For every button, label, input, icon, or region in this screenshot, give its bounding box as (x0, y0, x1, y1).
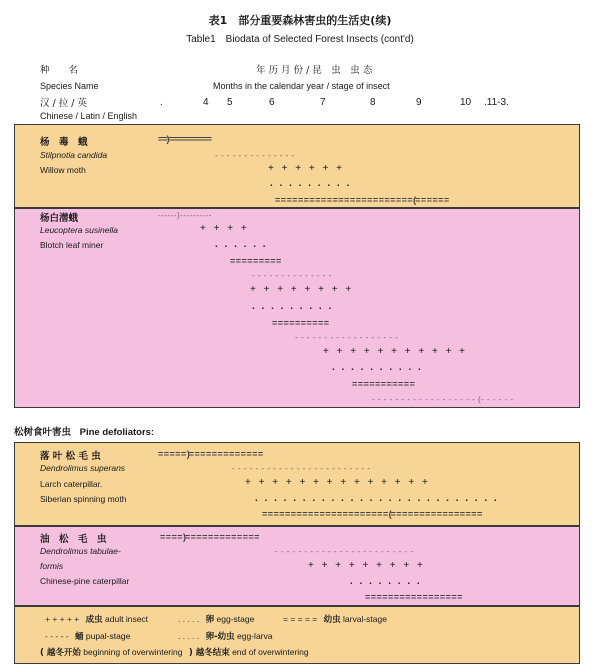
legend-item-egg-larva (178, 630, 272, 642)
adult-stage-bar: + + + + + + (268, 163, 345, 174)
month-label: 5 (227, 97, 233, 108)
larva-stage-bar: = = = = = )= = = = = = = = = = = = = (158, 449, 263, 459)
legend-label-en: adult insect (105, 614, 149, 624)
species-name-latin: Dendrolimus tabulae- (40, 546, 121, 556)
month-label: 9 (416, 97, 422, 108)
species-name-latin-cont: formis (40, 561, 64, 571)
month-label: . (160, 97, 163, 108)
month-label: 6 (269, 97, 275, 108)
species-name-latin: Dendrolimus superans (40, 463, 126, 473)
larva-stage-bar: ==)========== (158, 134, 212, 144)
egg-stage-bar: . . . . . . . . . (252, 301, 334, 312)
species-name-latin: Leucoptera susinella (40, 225, 118, 235)
pupa-stage-bar: ------)---------- (158, 211, 212, 220)
legend-symbol: . . . . . (178, 614, 200, 624)
legend-label-cn: 蛹 (74, 632, 84, 642)
adult-stage-bar: + + + + + + + + + + + (323, 346, 468, 357)
legend-item-pupa (45, 630, 130, 642)
species-name-cn: 杨 毒 蛾 (40, 137, 88, 148)
larva-stage-bar: = = = = = = = = = = = = = = = = = = = = = = = = (= = = = = = (275, 195, 449, 205)
larva-stage-bar: = = = = )= = = = = = = = = = = = = (160, 532, 259, 542)
egg-stage-bar: . . . . . . . . . . (332, 362, 423, 373)
legend-label-cn: 幼虫 (323, 615, 341, 625)
pupa-stage-bar: - - - - - - - - - - - - - - - - - - (295, 333, 399, 342)
species-langs-header-en: Chinese / Latin / English (40, 111, 138, 121)
legend-begin-cn: ( 越冬开始 (40, 648, 81, 658)
egg-stage-bar: . . . . . . . . . . . . . . . . . . . . . . . . . . (255, 493, 499, 504)
pupa-stage-bar: - - - - - - - - - - - - - - - - - - (- - - - - - (372, 395, 514, 404)
legend-end-cn: ) 越冬结束 (188, 648, 230, 658)
species-name-header-en: Species Name (40, 81, 99, 91)
species-name-english: Larch caterpillar. (40, 479, 103, 489)
pupa-stage-bar: - - - - - - - - - - - - - - - - - - - - - - - - (275, 547, 414, 556)
adult-stage-bar: + + + + (200, 223, 250, 234)
species-name-english: Blotch leaf miner (40, 240, 104, 250)
species-name-latin: Stilpnotia candida (40, 150, 108, 160)
months-header-en: Months in the calendar year / stage of insect (213, 81, 390, 91)
months-header-cn: 年 历 月 份 / 昆 虫 虫 态 (256, 65, 373, 76)
legend-label-en: egg-stage (216, 614, 255, 624)
species-name-english: Chinese-pine caterpillar (40, 576, 130, 586)
legend-end-en: end of overwintering (232, 647, 309, 657)
legend-item-larva (283, 613, 387, 625)
section-heading-cn: 松树食叶害虫 (14, 427, 72, 438)
species-langs-header-cn: 汉 / 拉 / 英 (40, 98, 87, 109)
legend-label-cn: 成虫 (85, 615, 103, 625)
month-label: 7 (320, 97, 326, 108)
section-heading-pine-defoliators (14, 424, 154, 438)
legend-item-egg (178, 613, 254, 625)
month-label: 8 (370, 97, 376, 108)
larva-stage-bar: = = = = = = = = = = = = = = = = = = = = = = (= = = = = = = = = = = = = = = = (262, 509, 482, 519)
legend-item-overwintering (40, 646, 309, 658)
larva-stage-bar: = = = = = = = = = = = = = = = = = (365, 592, 462, 602)
pupa-stage-bar: - - - - - - - - - - - - - - (252, 271, 332, 280)
adult-stage-bar: + + + + + + + + + (308, 560, 426, 571)
species-name-english-alt: Siberian spinning moth (40, 494, 127, 504)
month-label: 4 (203, 97, 209, 108)
pupa-stage-bar: - - - - - - - - - - - - - - - - - - - - - - - - (232, 464, 371, 473)
larva-stage-bar: = = = = = = = = = (230, 256, 281, 266)
legend-begin-en: beginning of overwintering (83, 647, 183, 657)
species-name-cn: 杨白潜蛾 (40, 213, 79, 224)
legend-label-en: larval-stage (343, 614, 387, 624)
species-name-cn: 落 叶 松 毛 虫 (40, 451, 101, 462)
pupa-stage-bar: - - - - - - - - - - - - - - (215, 151, 295, 160)
legend-symbol: + + + + + (45, 614, 80, 624)
table-title-english: Table1 Biodata of Selected Forest Insects (cont'd) (186, 34, 414, 45)
legend-label-cn: 卵-幼虫 (205, 632, 235, 642)
larva-stage-bar: = = = = = = = = = = = (352, 379, 414, 389)
legend-symbol: = = = = = (283, 614, 318, 624)
table-title-chinese: 表1 部分重要森林害虫的生活史(续) (208, 14, 392, 27)
egg-stage-bar: . . . . . . (215, 239, 268, 250)
legend-label-en: pupal-stage (85, 631, 131, 641)
legend-item-adult (45, 613, 148, 625)
legend-symbol: - - - - - (45, 631, 69, 641)
section-heading-en: Pine defoliators: (79, 427, 155, 438)
larva-stage-bar: = = = = = = = = = = (272, 318, 329, 328)
species-name-header-cn: 种 名 (40, 65, 79, 76)
egg-stage-bar: . . . . . . . . . (270, 178, 352, 189)
adult-stage-bar: + + + + + + + + + + + + + + (245, 477, 431, 488)
month-label: .11-3. (484, 97, 509, 108)
legend-symbol: . . . . . (178, 631, 200, 641)
species-name-cn: 油 松 毛 虫 (40, 534, 107, 545)
species-name-english: Willow moth (40, 165, 86, 175)
adult-stage-bar: + + + + + + + + (250, 284, 354, 295)
legend-label-en: egg-larva (237, 631, 273, 641)
month-label: 10 (460, 97, 472, 108)
egg-stage-bar: . . . . . . . . (350, 576, 422, 587)
legend-label-cn: 卵 (205, 615, 215, 625)
